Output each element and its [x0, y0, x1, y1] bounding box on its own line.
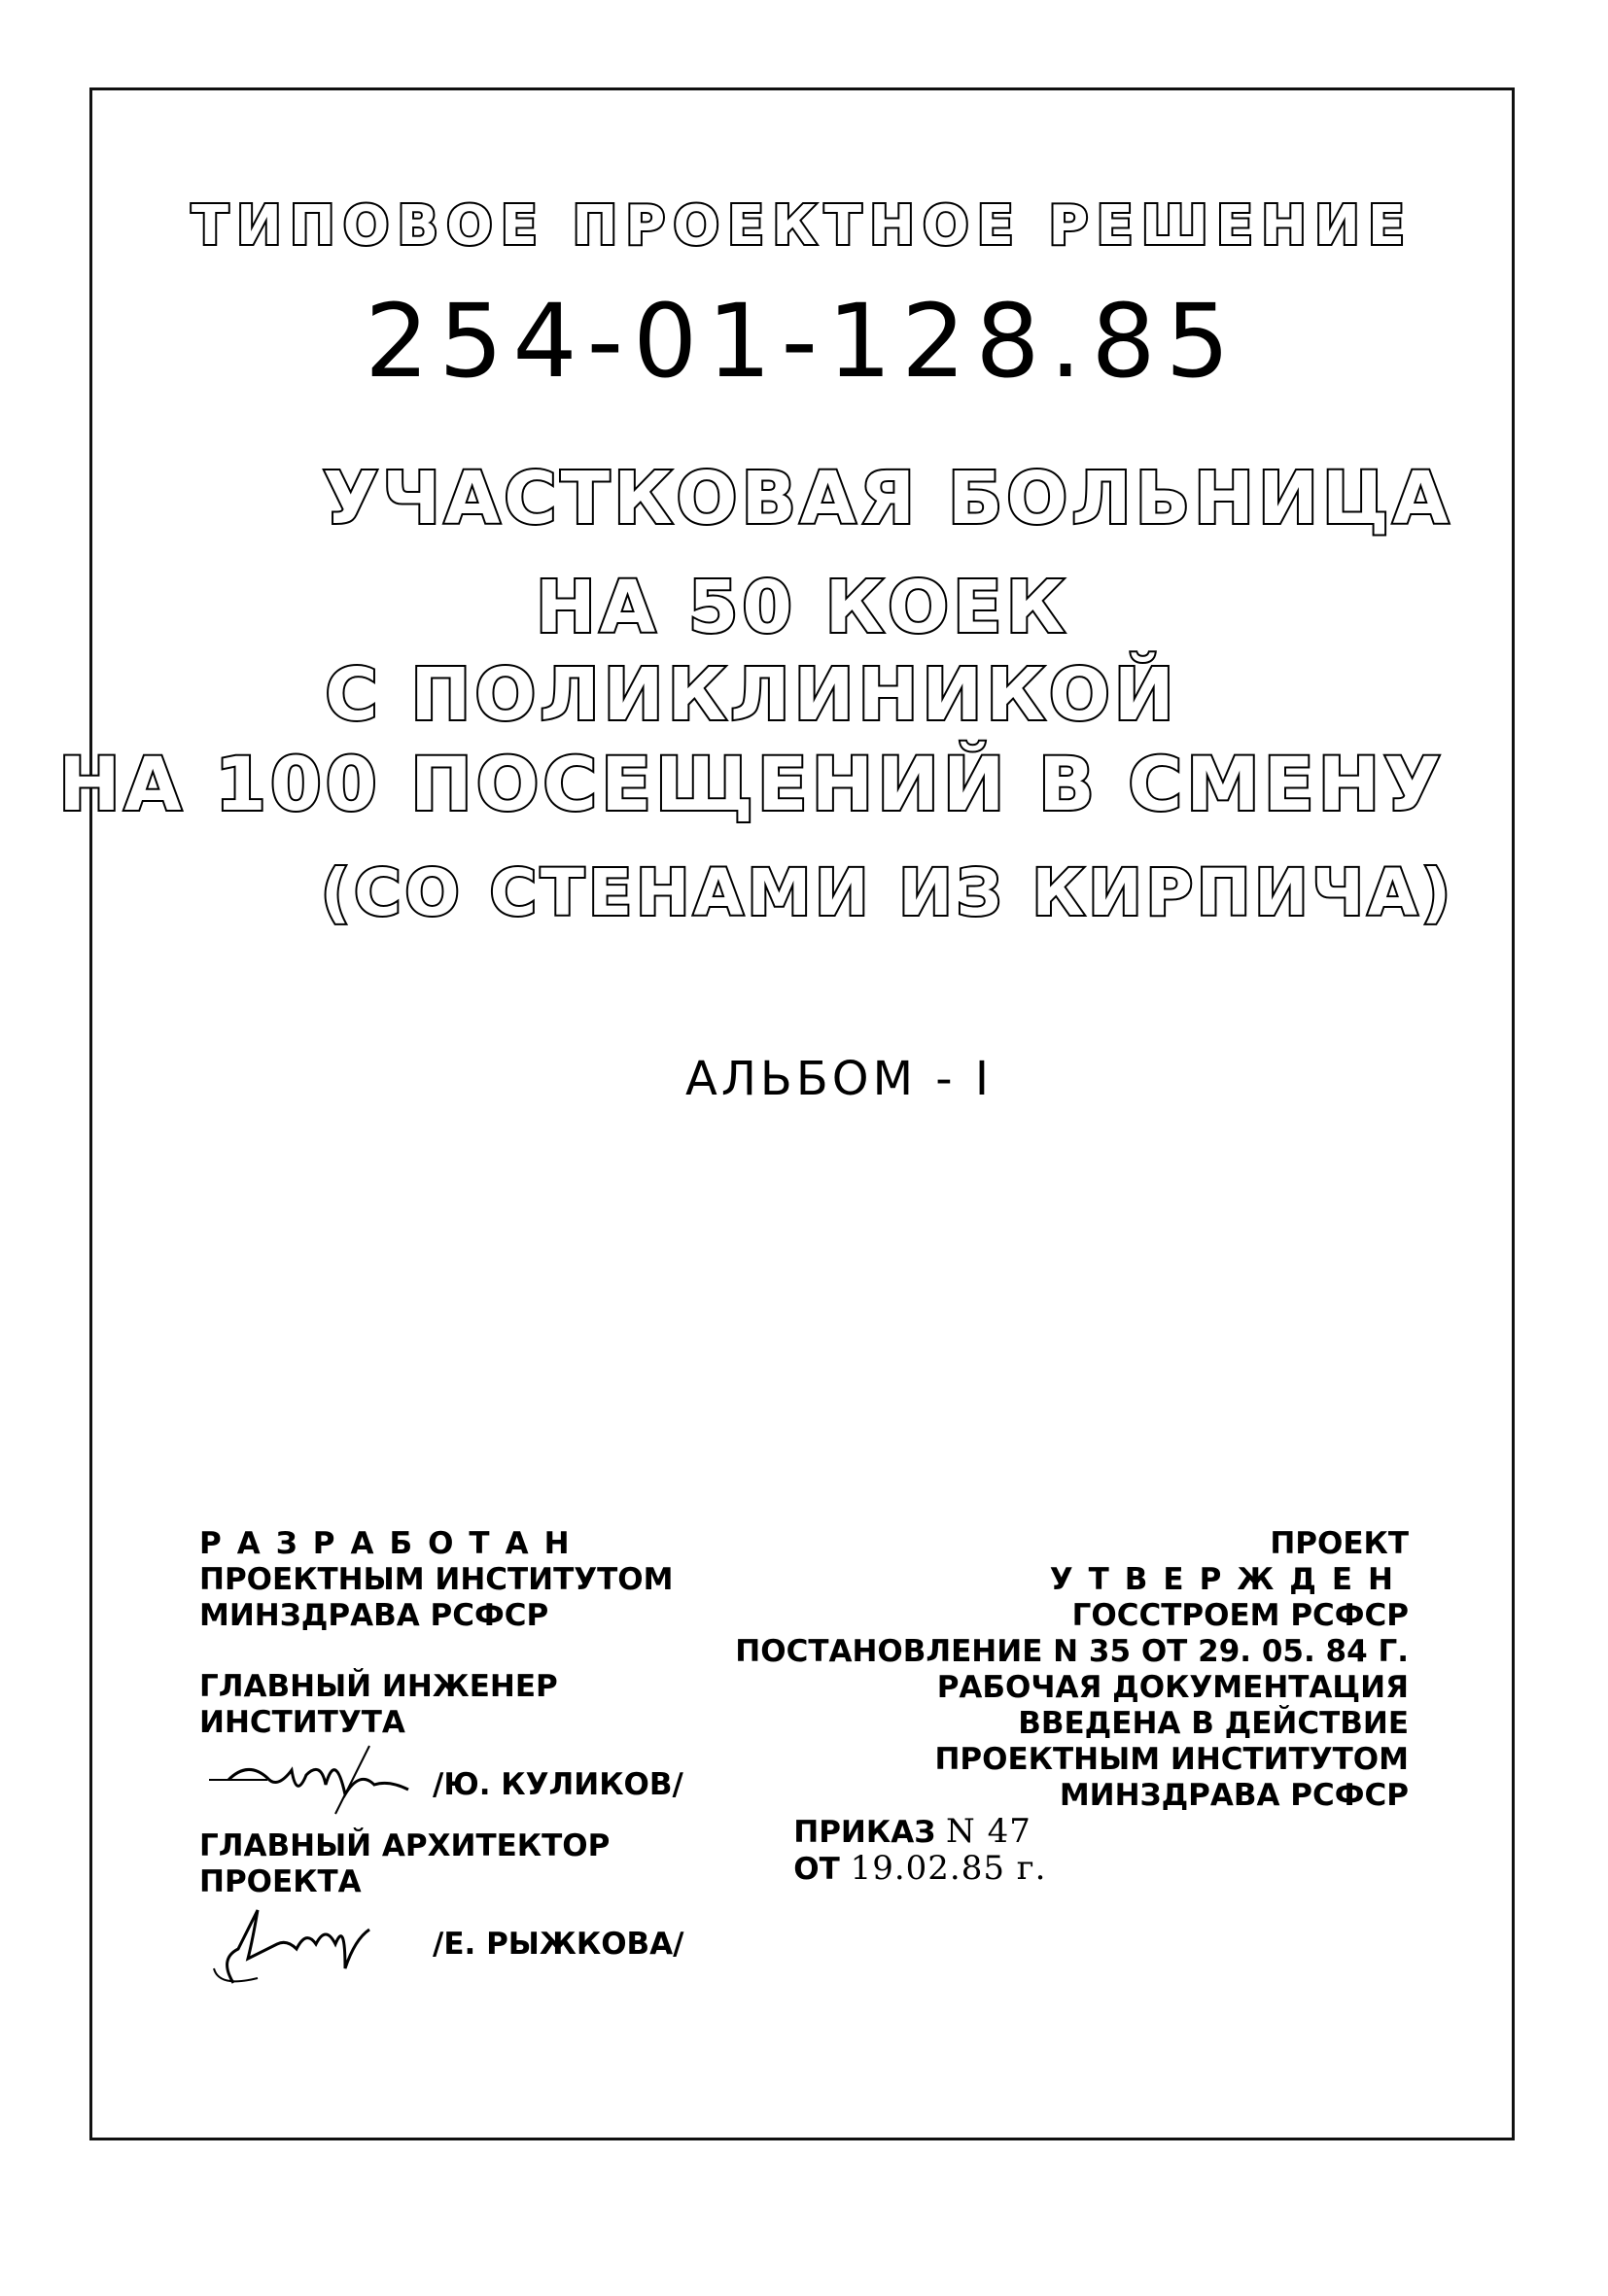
- developer-heading: РАЗРАБОТАН: [199, 1526, 585, 1561]
- album-label: АЛЬБОМ - I: [685, 1052, 993, 1106]
- date-value: 19.02.85 г.: [850, 1849, 1047, 1888]
- order-label: ПРИКАЗ: [793, 1815, 936, 1850]
- approval-line-7: ПРОЕКТНЫМ ИНСТИТУТОМ: [934, 1742, 1409, 1777]
- developer-org-line-1: ПРОЕКТНЫМ ИНСТИТУТОМ: [199, 1562, 674, 1597]
- title-line-2: НА 50 КОЕК: [535, 566, 1069, 649]
- approval-line-4: ПОСТАНОВЛЕНИЕ N 35 ОТ 29. 05. 84 Г.: [735, 1634, 1409, 1669]
- chief-architect-signature-row: [199, 1900, 684, 1988]
- developer-block: [199, 1526, 684, 1988]
- chief-engineer-title-2: ИНСТИТУТА: [199, 1705, 405, 1740]
- title-line-5: (СО СТЕНАМИ ИЗ КИРПИЧА): [320, 855, 1455, 930]
- chief-architect-signature: [199, 1900, 423, 1988]
- chief-architect-title-1: ГЛАВНЫЙ АРХИТЕКТОР: [199, 1828, 611, 1863]
- chief-engineer-title-1: ГЛАВНЫЙ ИНЖЕНЕР: [199, 1669, 558, 1704]
- approval-line-2: УТВЕРЖДЕН: [1049, 1562, 1409, 1597]
- date-label: ОТ: [793, 1852, 840, 1887]
- approval-line-5: РАБОЧАЯ ДОКУМЕНТАЦИЯ: [936, 1670, 1409, 1705]
- chief-architect-title-2: ПРОЕКТА: [199, 1864, 362, 1899]
- title-line-3: С ПОЛИКЛИНИКОЙ: [325, 653, 1178, 737]
- chief-engineer-signature: [199, 1741, 423, 1828]
- order-row: [793, 1814, 1409, 1851]
- approval-block: [735, 1526, 1409, 1888]
- developer-org-line-2: МИНЗДРАВА РСФСР: [199, 1598, 549, 1633]
- approval-line-3: ГОССТРОЕМ РСФСР: [1071, 1598, 1409, 1633]
- order-number: N 47: [946, 1812, 1031, 1851]
- document-code: 254-01-128.85: [365, 282, 1240, 400]
- title-line-1: УЧАСТКОВАЯ БОЛЬНИЦА: [323, 457, 1452, 540]
- approval-line-8: МИНЗДРАВА РСФСР: [1059, 1778, 1409, 1813]
- approval-line-6: ВВЕДЕНА В ДЕЙСТВИЕ: [1018, 1706, 1409, 1741]
- chief-architect-name: /Е. РЫЖКОВА/: [433, 1926, 684, 1962]
- document-type-heading: ТИПОВОЕ ПРОЕКТНОЕ РЕШЕНИЕ: [191, 194, 1414, 258]
- date-row: [793, 1851, 1409, 1888]
- approval-line-1: ПРОЕКТ: [1270, 1526, 1409, 1561]
- title-line-4: НА 100 ПОСЕЩЕНИЙ В СМЕНУ: [58, 741, 1445, 827]
- chief-engineer-signature-row: [199, 1741, 684, 1828]
- chief-engineer-name: /Ю. КУЛИКОВ/: [433, 1766, 683, 1802]
